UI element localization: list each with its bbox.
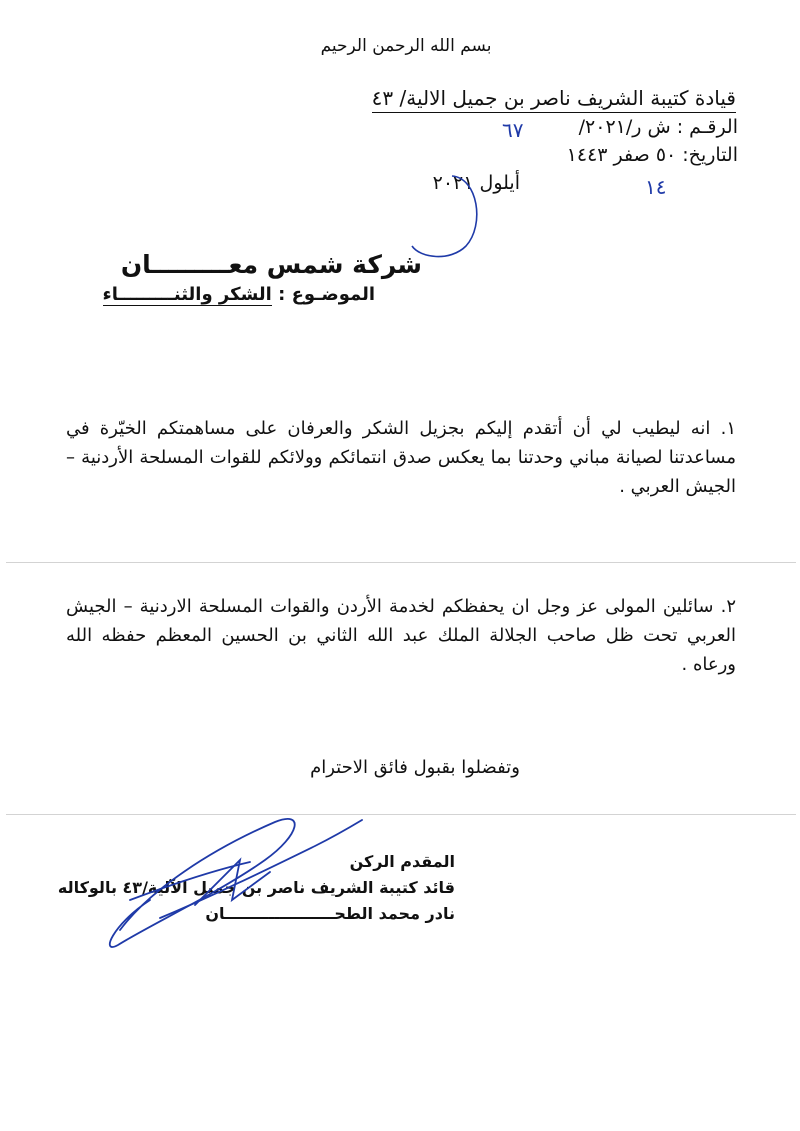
date-gregorian: أيلول ٢٠٢١	[432, 172, 520, 194]
reference-number: الرقـم : ش ر/٢٠٢١/	[578, 116, 738, 138]
signatory-rank: المقدم الركن	[349, 852, 455, 871]
scan-divider	[6, 562, 796, 563]
handwritten-ref-number: ٦٧	[502, 118, 524, 142]
subject-line	[103, 284, 375, 305]
scan-divider	[6, 814, 796, 815]
closing-line: وتفضلوا بقبول فائق الاحترام	[310, 757, 520, 778]
issuing-unit: قيادة كتيبة الشريف ناصر بن جميل الالية/ ٤٣	[372, 86, 736, 113]
subject-value: الشكر والثنـــــــــاء	[102, 284, 272, 305]
basmala: بسم الله الرحمن الرحيم	[320, 36, 492, 56]
paragraph-1: ١. انه ليطيب لي أن أتقدم إليكم بجزيل الشكر والعرفان على مساهمتكم الخيّرة في مساعدتنا لصيانة مباني وحدتنا بما يعكس صدق انتمائكم وولائكم للقوات المسلحة الأردنية – الجيش العربي .	[66, 418, 736, 497]
signatory-name: نادر محمد الطحــــــــــــــــــــان	[205, 904, 455, 923]
recipient-company: شركة شمس معـــــــــان	[120, 250, 422, 279]
date-hijri: التاريخ: ٥٠ صفر ١٤٤٣	[566, 144, 738, 166]
paragraph-2: ٢. سائلين المولى عز وجل ان يحفظكم لخدمة الأردن والقوات المسلحة الاردنية – الجيش العربي تحت ظل صاحب الجلالة الملك عبد الله الثاني بن الحسين المعظم حفظه الله ورعاه .	[66, 596, 736, 675]
handwritten-day: ١٤	[645, 175, 667, 199]
subject-label: الموضـوع :	[278, 284, 375, 305]
signatory-position: قائد كتيبة الشريف ناصر بن جميل الآلية/٤٣ بالوكاله	[57, 878, 455, 897]
